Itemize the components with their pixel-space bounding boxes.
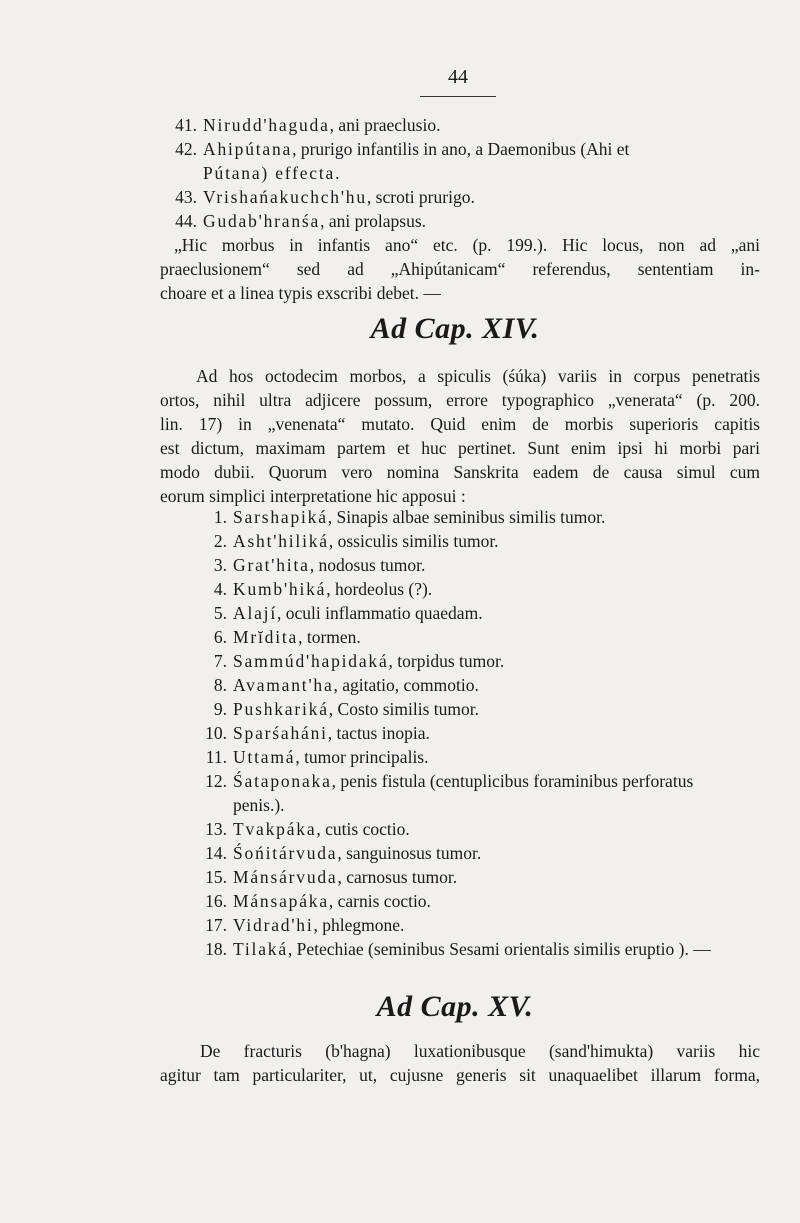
- entry-42: 42. Ahipútana, prurigo infantilis in ano, a Daemonibus (Ahi et: [175, 139, 630, 159]
- note-line-1: „Hic morbus in infantis ano“ etc. (p. 199.). Hic locus, non ad „ani: [174, 235, 760, 255]
- list-item: 4. Kumb'hiká, hordeolus (?).: [213, 579, 433, 599]
- entry-42-continuation: Pútana) effecta.: [203, 163, 342, 183]
- paragraph-line: modo dubii. Quorum vero nomina Sanskrita eadem de causa simul cum: [160, 462, 760, 482]
- heading-cap-xiv: Ad Cap. XIV.: [370, 312, 540, 345]
- list-item: 2. Asht'hiliká, ossiculis similis tumor.: [213, 531, 499, 551]
- note-line-3: choare et a linea typis exscribi debet. —: [160, 283, 441, 303]
- list-item: 10. Sparśaháni, tactus inopia.: [205, 723, 430, 743]
- list-item: 18. Tilaká, Petechiae (seminibus Sesami orientalis similis eruptio ). —: [205, 939, 711, 959]
- paragraph-line: est dictum, maximam partem et huc pertinet. Sunt enim ipsi hi morbi pari: [160, 438, 760, 458]
- entries-41-44: [160, 113, 760, 305]
- entry-44: 44. Gudab'hranśa, ani prolapsus.: [175, 211, 427, 231]
- page-number: 44: [448, 66, 468, 88]
- paragraph-cap-xv: [160, 1039, 760, 1087]
- list-item: 7. Sammúd'hapidaká, torpidus tumor.: [213, 651, 505, 671]
- paragraph-line: eorum simplici interpretatione hic apposui :: [160, 486, 466, 506]
- list-item: 15. Mánsárvuda, carnosus tumor.: [205, 867, 458, 887]
- paragraph-line: Ad hos octodecim morbos, a spiculis (śúka) variis in corpus penetratis: [196, 366, 760, 386]
- list-item: 16. Mánsapáka, carnis coctio.: [205, 891, 431, 911]
- paragraph-line: ortos, nihil ultra adjicere possum, errore typographico „venerata“ (p. 200.: [160, 390, 760, 410]
- list-item: 12. Śataponaka, penis fistula (centuplicibus foraminibus perforatus: [205, 771, 694, 791]
- list-item: 11. Uttamá, tumor principalis.: [205, 747, 429, 767]
- list-item: 3. Grat'hita, nodosus tumor.: [213, 555, 426, 575]
- list-item: 13. Tvakpáka, cutis coctio.: [205, 819, 410, 839]
- paragraph-line: De fracturis (b'hagna) luxationibusque (sand'himukta) variis hic: [200, 1041, 760, 1061]
- morbus-list: [190, 505, 760, 961]
- entry-41: 41. Nirudd'haguda, ani praeclusio.: [175, 115, 441, 135]
- list-item: 9. Pushkariká, Costo similis tumor.: [213, 699, 480, 719]
- list-item: 17. Vidrad'hi, phlegmone.: [205, 915, 405, 935]
- heading-cap-xv: Ad Cap. XV.: [376, 990, 534, 1023]
- list-item: 1. Sarshapiká, Sinapis albae seminibus similis tumor.: [213, 507, 606, 527]
- page-number-rule: [420, 96, 496, 97]
- note-line-2: praeclusionem“ sed ad „Ahipútanicam“ referendus, sententiam in-: [160, 259, 760, 279]
- paragraph-line: agitur tam particulariter, ut, cujusne generis sit unaquaelibet illarum forma,: [160, 1065, 760, 1085]
- list-item: 5. Alají, oculi inflammatio quaedam.: [213, 603, 483, 623]
- paragraph-line: lin. 17) in „venenata“ mutato. Quid enim de morbis superioris capitis: [160, 414, 760, 434]
- list-item-12-continuation: penis.).: [233, 795, 285, 815]
- paragraph-cap-xiv: [160, 364, 760, 508]
- list-item: 8. Avamant'ha, agitatio, commotio.: [213, 675, 479, 695]
- entry-43: 43. Vrishańakuchch'hu, scroti prurigo.: [175, 187, 475, 207]
- list-item: 6. Mrĭdita, tormen.: [213, 627, 361, 647]
- list-item: 14. Śońitárvuda, sanguinosus tumor.: [205, 843, 482, 863]
